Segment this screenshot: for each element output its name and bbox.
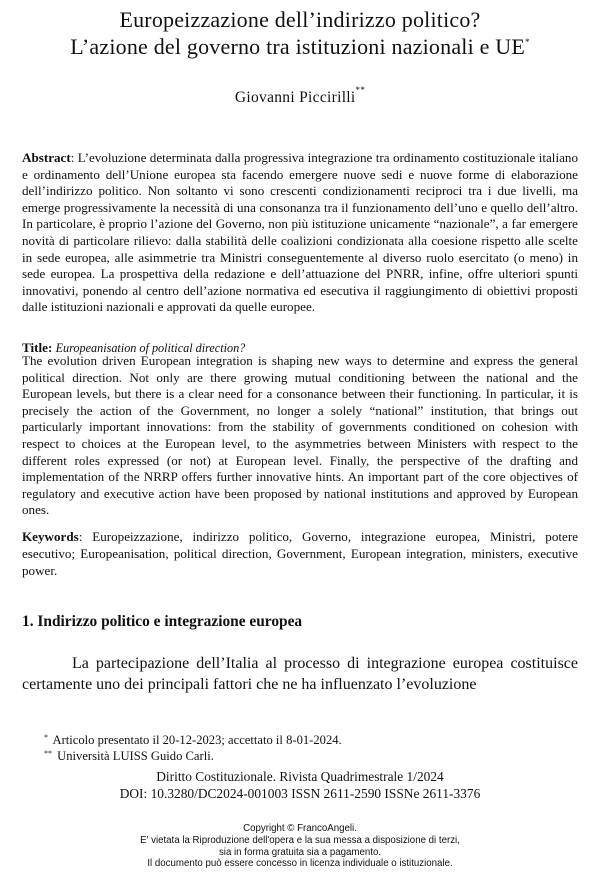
journal-citation: Diritto Costituzionale. Rivista Quadrimestrale 1/2024 <box>156 769 444 784</box>
keywords-block <box>22 528 578 579</box>
abstract-label: Abstract <box>22 150 71 165</box>
footnote-mark: ** <box>44 749 52 758</box>
article-title <box>0 6 600 60</box>
english-title-value: Europeanisation of political direction? <box>55 341 246 355</box>
journal-doi: DOI: 10.3280/DC2024-001003 ISSN 2611-2590 ISSNe 2611-3376 <box>119 786 481 801</box>
copyright-line: E' vietata la Riproduzione dell'opera e la sua messa a disposizione di terzi, <box>140 834 460 846</box>
title-footnote-mark: * <box>525 37 530 47</box>
english-title-label: Title: <box>22 340 53 355</box>
abstract-block <box>22 150 578 316</box>
copyright-line: sia in forma gratuita sia a pagamento. <box>218 846 382 858</box>
copyright-notice <box>0 823 600 870</box>
title-line-2-text: L’azione del governo tra istituzioni nazionali e UE <box>70 34 526 59</box>
footnote-text: Università LUISS Guido Carli. <box>57 749 214 763</box>
section-heading: 1. Indirizzo politico e integrazione europea <box>22 613 303 630</box>
abstract-text: : L’evoluzione determinata dalla progressiva integrazione tra ordinamento costituzionale italiano e ordinamento dell’Unione europea sta facendo emergere nuove sedi e nuove forme di elaborazione dell’indirizzo politico. Non soltanto vi sono crescenti condizionamenti reciproci tra i due livelli, ma emerge progressivamente la necessità di una consonanza tra il funzionamento dell’uno e quello dell’altro. In particolare, è proprio l’azione del Governo, non più istituzione unicamente “nazionale”, a far emergere novità di particolare rilievo: dalla stabilità delle coalizioni condizionata alla coesione rispetto alle scelte in sede europea, alle asimmetrie tra Ministri conseguentemente al diverso ruolo esercitato (o meno) in sede europea. La prospettiva della redazione e dell’attuazione del PNRR, infine, offre ulteriori spunti innovativi, ponendo al centro dell’azione normativa ed esecutiva il raggiungimento di obiettivi proposti dalle istituzioni nazionali e approvati da quelle europee. <box>22 150 578 315</box>
title-line-1: Europeizzazione dell’indirizzo politico? <box>119 7 481 32</box>
english-abstract: The evolution driven European integration is shaping new ways to determine and express the general political direction. Not only are there growing mutual conditioning between the national and the European levels, but there is a clear need for a consonance between their functioning. In particular, it is precisely the action of the Government, no longer a solely “national” institution, that brings out particularly important innovations: from the stability of governments conditioned on cohesion with respect to choices at the European level, to the asymmetries between Ministers with respect to the different roles expressed (or not) at European level. Finally, the perspective of the drafting and implementation of the NRRP offers further innovative hints. An important part of the core objectives of regulatory and executive action have been proposed by national institutions and approved by European ones. <box>22 353 578 518</box>
title-line-2 <box>0 33 600 60</box>
footnotes <box>44 732 564 764</box>
keywords-label: Keywords <box>22 529 79 544</box>
footnote-mark: * <box>44 733 48 742</box>
author-footnote-mark: ** <box>355 85 366 95</box>
footnote <box>44 748 564 764</box>
author-name: Giovanni Piccirilli <box>234 89 356 106</box>
copyright-line: Copyright © FrancoAngeli. <box>243 823 357 834</box>
body-paragraph: La partecipazione dell’Italia al processo di integrazione europea costituisce certamente uno dei principali fattori che ne ha influenzato l’evoluzione <box>22 655 578 693</box>
author-line <box>0 85 600 107</box>
copyright-line: Il documento può essere concesso in licenza individuale o istituzionale. <box>147 858 453 870</box>
journal-info <box>0 768 600 802</box>
keywords-text: : Europeizzazione, indirizzo politico, Governo, integrazione europea, Ministri, potere esecutivo; Europeanisation, political direction, Government, European integration, ministers, executive power. <box>22 529 578 578</box>
footnote-text: Articolo presentato il 20-12-2023; accettato il 8-01-2024. <box>52 733 342 747</box>
footnote <box>44 732 564 748</box>
